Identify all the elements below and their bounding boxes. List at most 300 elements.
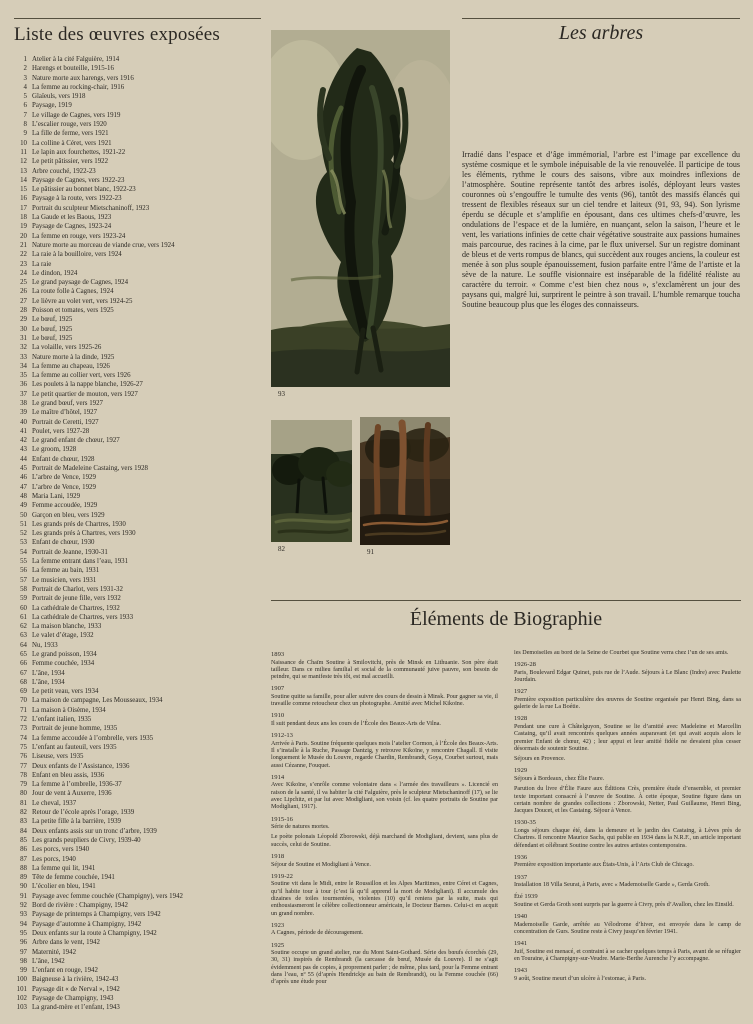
bio-entry-date: 1940 [514,913,528,921]
bio-entry-date: 1919-22 [271,872,293,880]
work-item [14,194,266,203]
work-item [14,129,266,138]
work-title: Poulet, vers 1927-28 [32,427,90,435]
essay-column [462,22,740,45]
work-item [14,167,266,176]
work-item [14,232,266,241]
work-item [14,613,266,622]
work-item [14,669,266,678]
bio-entry-date: 1941 [514,940,528,948]
work-item [14,287,266,296]
bio-entry-date: 1937 [514,873,528,881]
work-title: Maternité, 1942 [32,948,77,956]
bio-entry-text: Séjour de Soutine et Modigliani à Vence. [271,861,371,868]
work-item [14,139,266,148]
work-title: Le petit pâtissier, vers 1922 [32,158,109,166]
work-title: La Gaude et les Baous, 1923 [32,214,112,222]
work-number: 92 [20,902,27,910]
work-number: 38 [20,399,27,407]
work-item [14,83,266,92]
work-title: Poisson et tomates, vers 1925 [32,307,114,315]
work-number: 94 [20,920,27,928]
work-title: Jour de vent à Auxerre, 1936 [32,790,112,798]
work-item [14,948,266,957]
bio-entry-date: 1943 [514,967,528,975]
work-number: 21 [20,241,27,249]
bio-entry-date: 1927 [514,688,528,696]
work-item [14,910,266,919]
work-item [14,873,266,882]
work-item [14,734,266,743]
work-number: 89 [20,874,27,882]
work-item [14,455,266,464]
work-number: 68 [20,678,27,686]
work-item [14,101,266,110]
work-title: Paysage, 1919 [32,102,72,110]
bio-entry-date: 1929 [514,767,528,775]
work-title: La femme au bain, 1931 [32,567,100,575]
work-number: 45 [20,465,27,473]
work-item [14,687,266,696]
work-title: La maison de campagne, Les Mousseaux, 1934 [32,697,163,705]
work-title: Enfant en bleu assis, 1936 [32,771,105,779]
work-number: 4 [23,83,27,91]
work-title: Bord de rivière : Champigny, 1942 [32,902,129,910]
bio-entry [514,966,741,983]
work-item [14,594,266,603]
work-title: Portrait de jeune fille, vers 1932 [32,595,121,603]
work-item [14,938,266,947]
work-item [14,836,266,845]
work-item [14,111,266,120]
work-number: 32 [20,344,27,352]
work-title: Retour de l’école après l’orage, 1939 [32,809,135,817]
work-item [14,845,266,854]
work-title: Paysage de Cagnes, vers 1922-23 [32,176,125,184]
work-title: La grand-mère et l’enfant, 1943 [32,1004,120,1012]
bio-entry [271,852,498,869]
work-title: La cathédrale de Chartres, vers 1933 [32,613,134,621]
bio-entry-text: Longs séjours chaque été, dans la demeure et le jardin des Castaing, à Lèves près de Chartres. Il rencontre Maurice Sachs, qui publie en 1934 dans la N.R.F., un article important défendant et célébrant Soutine contre les autres artistes contemporains. [514,827,741,849]
bio-entry-text: les Demoiselles au bord de la Seine de Courbet que Soutine verra chez l’un de ses amis. [514,650,729,656]
work-number: 88 [20,864,27,872]
work-title: Nature morte aux harengs, vers 1916 [32,74,134,82]
work-number: 40 [20,418,27,426]
work-item [14,157,266,166]
work-number: 48 [20,492,27,500]
work-number: 42 [20,437,27,445]
work-title: Les porcs, vers 1940 [32,846,90,854]
bio-entry [271,650,498,681]
bio-entry-text: Première exposition particulière des œuvres de Soutine organisée par Henri Bing, dans sa galerie de la rue La Boétie. [514,696,741,711]
work-title: Liseuse, vers 1935 [32,753,84,761]
work-item [14,511,266,520]
work-number: 31 [20,334,27,342]
work-title: Paysage de printemps à Champigny, vers 1942 [32,911,161,919]
bio-entry [514,650,741,657]
work-number: 78 [20,771,27,779]
work-item [14,985,266,994]
works-list-title: Liste des œuvres exposées [14,24,221,45]
figure-caption: 91 [367,548,374,556]
work-item [14,882,266,891]
bio-entry [271,834,498,849]
work-item [14,176,266,185]
work-number: 64 [20,641,27,649]
bio-entry-date: 1936 [514,853,528,861]
work-item [14,427,266,436]
work-number: 24 [20,269,27,277]
divider-top-right [462,18,740,19]
work-number: 74 [20,734,27,742]
bio-entry-text: Pendant une cure à Châtelguyon, Soutine se lie d’amitié avec Madeleine et Marcellin Castaing, qu’il avait rencontrés quelques années auparavant (et qui avait acquis alors le premier Enfant de chœur, 42) ; leur appui et leur amitié fidèle ne devaient plus cesser désormais de soutenir Soutine. [514,723,741,752]
bio-entry-date: 1926-28 [514,661,536,669]
work-item [14,678,266,687]
work-item [14,250,266,259]
bio-entry-text: Série de natures mortes. [271,824,330,831]
work-number: 90 [20,883,27,891]
works-list [14,55,266,1013]
work-title: Paysage de Cagnes, 1923-24 [32,223,112,231]
work-number: 22 [20,251,27,259]
work-item [14,464,266,473]
work-number: 76 [20,753,27,761]
work-number: 96 [20,939,27,947]
work-item [14,538,266,547]
work-title: Le grand enfant de chœur, 1927 [32,437,120,445]
work-number: 33 [20,353,27,361]
work-title: Le grand poisson, 1934 [32,651,97,658]
bio-entry [514,912,741,936]
work-item [14,762,266,771]
work-number: 2 [23,65,27,73]
figure-caption: 93 [278,390,285,398]
work-number: 81 [20,799,27,807]
figure-landscape-right [360,417,450,557]
work-title: Les grands prés à Chartres, vers 1930 [32,530,136,538]
work-item [14,380,266,389]
work-title: L’âne, 1934 [32,678,65,686]
work-item [14,994,266,1003]
work-number: 39 [20,409,27,417]
work-title: La maison blanche, 1933 [32,623,102,631]
work-number: 84 [20,827,27,835]
work-title: Enfant de chœur, 1930 [32,539,95,547]
work-item [14,715,266,724]
work-item [14,185,266,194]
bio-entry-date: 1907 [271,685,285,693]
work-item [14,529,266,538]
work-item [14,492,266,501]
bio-entry-text: Soutine et Gerda Groth sont surpris par la guerre à Civry, près d’Avallon, chez les Einsild. [514,901,734,908]
bio-entry-date: 1918 [271,853,285,861]
work-number: 56 [20,567,27,575]
bio-entry-text: Avec Kikoïne, s’enrôle comme volontaire dans « l’armée des travailleurs ». Licencié en raison de la santé, il va habiter la cité Falguière, près le sculpteur Mietschaninoff (17), se lie avec Lipchitz, et par lui avec Modigliani, son voisin (cf. les quatre portraits de Soutine par Modigliani, 1917). [271,782,498,811]
work-number: 30 [20,325,27,333]
work-number: 66 [20,660,27,668]
figure-landscape-left [271,420,352,554]
work-number: 35 [20,372,27,380]
work-number: 26 [20,288,27,296]
work-title: La femme entrant dans l’eau, 1931 [32,558,129,566]
work-title: Portrait de Jeanne, 1930-31 [32,548,108,556]
work-title: Le pâtissier au bonnet blanc, 1922-23 [32,186,136,194]
work-item [14,64,266,73]
bio-entry-text: Première exposition importante aux États-Unis, à l’Arts Club de Chicago. [514,862,694,869]
work-item [14,399,266,408]
bio-entry-date: 1914 [271,773,285,781]
work-item [14,808,266,817]
work-item [14,1003,266,1012]
work-item [14,408,266,417]
biography-column-left [271,650,498,1018]
work-title: Le lapin aux fourchettes, 1921-22 [32,148,126,156]
work-item [14,55,266,64]
work-number: 95 [20,929,27,937]
tree-painting-large [271,30,450,387]
work-number: 98 [20,957,27,965]
work-number: 91 [20,892,27,900]
work-item [14,371,266,380]
bio-entry [271,872,498,918]
work-title: Le musicien, vers 1931 [32,576,97,584]
bio-entry-text: A Cagnes, période de découragement. [271,930,364,937]
figure-trees-large [271,30,450,399]
work-number: 100 [16,976,27,984]
work-title: Le grand paysage de Cagnes, 1924 [32,279,129,287]
work-title: Le petit quartier de mouton, vers 1927 [32,390,138,398]
work-title: Arbre dans le vent, 1942 [32,939,100,947]
work-title: Paysage dit « de Nerval », 1942 [32,985,120,993]
work-title: La femme en rouge, vers 1923-24 [32,232,126,240]
bio-entry-text: Le poète polonais Léopold Zborowski, déjà marchand de Modigliani, devient, sans plus de succès, celui de Soutine. [271,834,498,848]
work-item [14,557,266,566]
work-title: L’arbre de Vence, 1929 [32,483,96,491]
work-item [14,473,266,482]
work-item [14,855,266,864]
work-title: Nature morte à la dinde, 1925 [32,353,115,361]
bio-entry-date: 1930-35 [514,819,536,827]
bio-entry [514,714,741,753]
work-title: Deux enfants assis sur un tronc d’arbre, 1939 [32,827,157,835]
work-title: Les porcs, 1940 [32,855,76,863]
bio-entry [514,786,741,815]
work-item [14,501,266,510]
work-number: 12 [20,158,27,166]
work-title: Glaïeuls, vers 1918 [32,93,86,101]
work-title: Portrait de jeune homme, 1935 [32,725,118,733]
work-number: 52 [20,530,27,538]
work-item [14,566,266,575]
work-item [14,957,266,966]
work-title: Deux enfants de l’Assistance, 1936 [32,762,130,770]
work-number: 93 [20,911,27,919]
work-title: La colline à Céret, vers 1921 [32,139,112,147]
work-title: La femme accoudée à l’ombrelle, vers 1935 [32,734,154,742]
work-item [14,966,266,975]
work-number: 82 [20,809,27,817]
work-number: 16 [20,195,27,203]
work-item [14,799,266,808]
work-title: La femme au collier vert, vers 1926 [32,372,131,380]
bio-entry-date: 1928 [514,715,528,723]
work-item [14,743,266,752]
bio-entry [271,731,498,770]
work-title: Le bœuf, 1925 [32,316,73,324]
work-title: La raie à la bouilloire, vers 1924 [32,251,122,259]
work-number: 99 [20,967,27,975]
work-title: Arbre couché, 1922-23 [32,167,96,175]
work-item [14,548,266,557]
bio-entry-text: Séjours en Provence. [514,756,566,763]
bio-entry-date: 1912-13 [271,732,293,740]
bio-entry-date: 1923 [271,921,285,929]
bio-entry [514,766,741,783]
bio-entry [514,818,741,849]
bio-entry-date: 1925 [271,941,285,949]
figure-caption: 82 [278,545,285,553]
work-title: L’enfant en rouge, 1942 [32,967,98,975]
work-title: Le valet d’étage, 1932 [32,632,94,640]
work-item [14,706,266,715]
bio-entry-text: Parution du livre d’Élie Faure aux Éditions Crès, première étude d’ensemble, et premier texte important consacré à l’œuvre de Soutine. À cette époque, Soutine figure dans un certain nombre de grandes collections : Zborowski, Netter, Paul Guillaume, Henri Bing, Jacques Doucet, et les Castaing. Séjour à Vence. [514,786,741,815]
work-number: 79 [20,781,27,789]
work-number: 54 [20,548,27,556]
work-title: Portrait de Madeleine Castaing, vers 1928 [32,465,148,473]
work-title: Le bœuf, 1925 [32,325,73,333]
work-number: 36 [20,381,27,389]
work-title: Femme accoudée, 1929 [32,502,98,510]
work-title: La fille de ferme, vers 1921 [32,130,109,138]
work-number: 80 [20,790,27,798]
work-number: 85 [20,836,27,844]
bio-entry-text: Il suit pendant deux ans les cours de l’École des Beaux-Arts de Vilna. [271,720,441,727]
bio-entry-text: Soutine vit dans le Midi, entre le Roussillon et les Alpes Maritimes, entre Céret et Cagnes, qu’il habite tour à tour (c’est là qu’il apprend la mort de Modigliani). Il accumule des dizaines de toiles tourmentées, violentes (10) qu’il reniera par la suite, mais qui enthousiasmeront le célèbre collectionneur américain, le Docteur Barnes. Celui-ci en acquit un grand nombre. [271,881,498,917]
bio-entry [514,853,741,870]
work-number: 61 [20,613,27,621]
work-number: 29 [20,316,27,324]
work-number: 77 [20,762,27,770]
work-item [14,631,266,640]
work-item [14,483,266,492]
work-item [14,520,266,529]
work-title: Les grands peupliers de Civry, 1939-40 [32,836,141,844]
work-item [14,576,266,585]
work-number: 43 [20,446,27,454]
work-item [14,204,266,213]
bio-entry-text: 9 août, Soutine meurt d’un ulcère à l’estomac, à Paris. [514,975,646,982]
work-item [14,120,266,129]
work-number: 25 [20,279,27,287]
work-item [14,306,266,315]
work-number: 49 [20,502,27,510]
work-title: Paysage de Champigny, 1943 [32,994,114,1002]
work-item [14,975,266,984]
tree-painting-bottom-left [271,420,352,542]
work-item [14,260,266,269]
work-title: La cathédrale de Chartres, 1932 [32,604,120,612]
work-number: 11 [20,148,27,156]
divider-top-left [14,18,261,19]
biography-title: Éléments de Biographie [409,608,603,630]
work-number: 5 [23,93,27,101]
bio-entry [514,756,741,763]
work-item [14,585,266,594]
work-title: Le maître d’hôtel, 1927 [32,409,98,417]
work-item [14,390,266,399]
work-title: Le groom, 1928 [32,446,77,454]
work-number: 17 [20,204,27,212]
work-number: 60 [20,604,27,612]
work-item [14,445,266,454]
divider-biography [271,600,741,601]
work-title: Paysage d’automne à Champigny, 1942 [32,920,142,928]
bio-entry [271,773,498,812]
work-title: Le cheval, 1937 [32,799,77,807]
work-number: 18 [20,214,27,222]
work-title: La route folle à Cagnes, 1924 [32,288,114,296]
work-title: Paysage à la route, vers 1922-23 [32,195,122,203]
work-title: Portrait de Charlot, vers 1931-32 [32,585,123,593]
work-number: 83 [20,818,27,826]
work-item [14,222,266,231]
work-number: 7 [23,111,27,119]
work-number: 101 [16,985,27,993]
essay-body: Irradié dans l’espace et d’âge immémorial, l’arbre est l’image par excellence du système cosmique et le symbole inépuisable de la vie renouvelée. Il participe de tous les éléments, rythme le cours des saisons, vibre aux moindres inflexions de l’atmosphère. Soutine représente tantôt des arbres isolés, déployant leurs vastes couronnes où s’engouffre le tumulte des vents (96), tantôt des massifs élancés qui tressent de flexibles réseaux sur un ciel tendre et laiteux (91, 93, 94). Son lyrisme éperdu se décuple et s’amplifie en épousant, dans ces ultimes chefs-d’œuvre, les ondulations de l’espace et de la lumière, en nuançant, selon la saison, l’heure et le vent, les variations infinies de cette chair végétative soustraite aux passions humaines mais parcourue, des racines à la cime, par le flux universel. Sur un registre dominant de bleus et de verts rompus de blancs, qui succèdent aux rouges anciens, la couleur est menée à son plus souple épanouissement, fusion parfaite entre l’âme de l’artiste et la sève de la nature. Le souffle visionnaire est inséparable de la fidélité réaliste au caractère du terroir. « Comme c’est bien chez nous », s’exclamèrent un jour des paysans qui, malgré lui, surprirent le peintre à son travail. L’humble remarque toucha Soutine beaucoup plus que les éloges des connaisseurs. [462,150,740,309]
work-title: L’âne, 1934 [32,669,65,677]
work-title: L’enfant au fauteuil, vers 1935 [32,743,117,751]
bio-entry [514,939,741,963]
work-number: 51 [20,520,27,528]
work-title: Le petit veau, vers 1934 [32,688,99,696]
work-title: Le lièvre au volet vert, vers 1924-25 [32,297,133,305]
works-column [14,24,266,1013]
work-title: Atelier à la cité Falguière, 1914 [32,56,120,63]
work-number: 46 [20,474,27,482]
work-title: Le bœuf, 1925 [32,334,73,342]
work-item [14,724,266,733]
work-title: L’âne, 1942 [32,957,65,965]
work-title: L’arbre de Vence, 1929 [32,474,96,482]
work-number: 97 [20,948,27,956]
work-title: Paysage avec femme couchée (Champigny), vers 1942 [32,892,183,900]
work-number: 6 [23,102,27,110]
work-title: Baigneuse à la rivière, 1942-43 [32,976,119,984]
work-number: 70 [20,697,27,705]
work-number: 67 [20,669,27,677]
work-item [14,696,266,705]
work-item [14,864,266,873]
work-title: La femme au chapeau, 1926 [32,362,110,370]
tree-painting-bottom-right [360,417,450,545]
work-title: Nature morte au morceau de viande crue, vers 1924 [32,241,175,249]
biography-column-right [514,650,741,1018]
work-item [14,659,266,668]
work-number: 41 [20,427,27,435]
work-number: 59 [20,595,27,603]
work-number: 55 [20,558,27,566]
work-title: Tête de femme couchée, 1941 [32,874,115,882]
work-item [14,827,266,836]
work-title: L’écolier en bleu, 1941 [32,883,96,891]
work-title: La petite fille à la barrière, 1939 [32,818,121,826]
bio-entry-text: Mademoiselle Garde, arrêtée au Vélodrome d’hiver, est envoyée dans le camp de concentration de Gurs. Soutine reste à Civry jusqu’en février 1941. [514,921,741,936]
bio-entry [271,941,498,987]
bio-entry-text: Installation 18 Villa Seurat, à Paris, avec « Mademoiselle Garde », Gerda Groth. [514,882,710,889]
work-number: 9 [23,130,27,138]
work-title: La raie [32,260,52,268]
work-number: 58 [20,585,27,593]
